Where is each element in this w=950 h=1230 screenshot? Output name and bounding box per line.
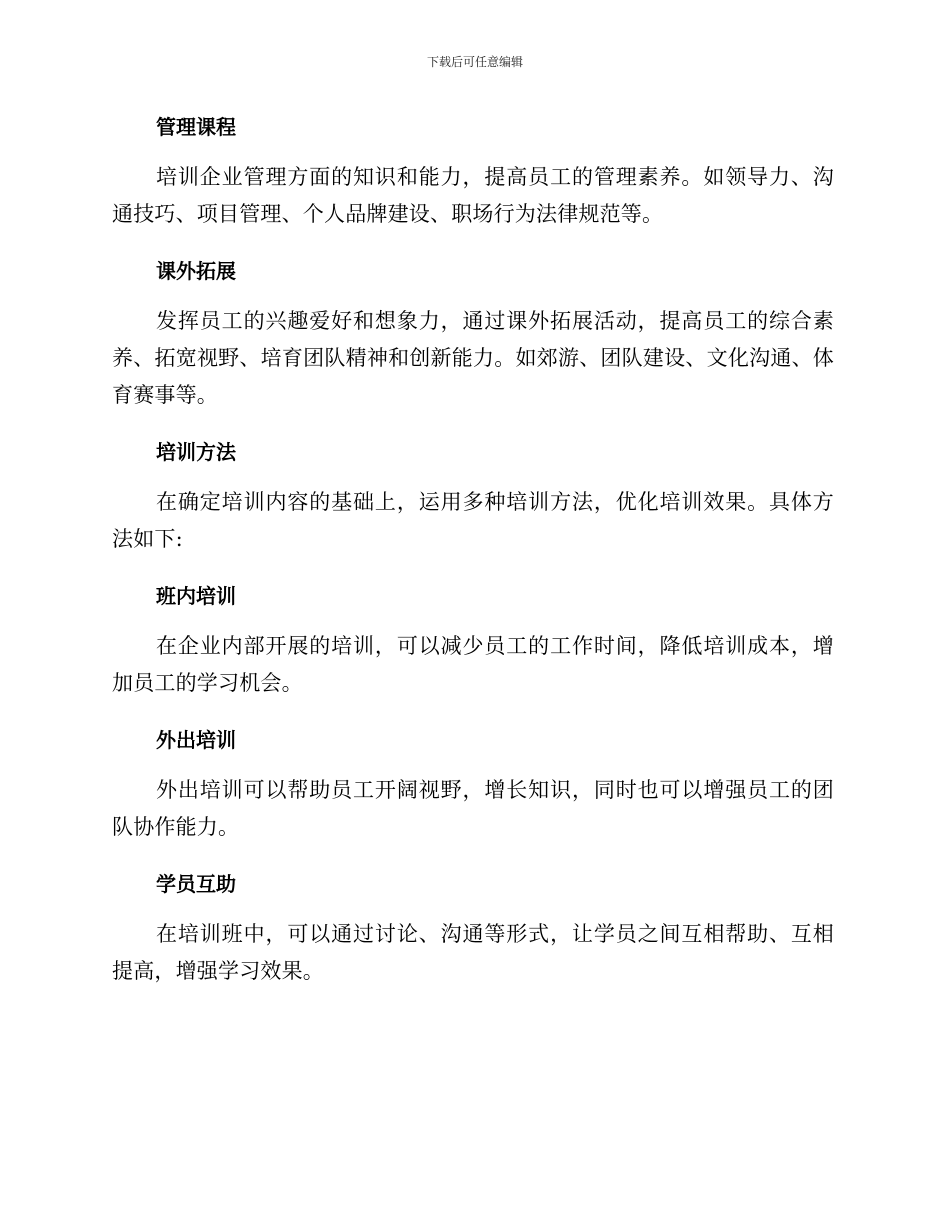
section-heading-management-course: 管理课程 [156,115,236,139]
section-heading-peer-support: 学员互助 [156,872,236,896]
header-note: 下载后可任意编辑 [426,55,523,69]
document-body [112,107,834,1008]
section-text-extracurricular: 发挥员工的兴趣爱好和想象力，通过课外拓展活动，提高员工的综合素养、拓宽视野、培育团队精神和创新能力。如郊游、团队建设、文化沟通、体育赛事等。 [112,309,834,407]
section-text-training-methods: 在确定培训内容的基础上，运用多种培训方法，优化培训效果。具体方法如下: [112,490,834,551]
section-heading-in-class-training: 班内培训 [156,584,236,608]
section-text-in-class-training: 在企业内部开展的培训，可以减少员工的工作时间，降低培训成本，增加员工的学习机会。 [112,634,834,695]
section-text-peer-support: 在培训班中，可以通过讨论、沟通等形式，让学员之间互相帮助、互相提高，增强学习效果。 [112,922,834,983]
section-heading-external-training: 外出培训 [156,728,236,752]
section-text-management-course: 培训企业管理方面的知识和能力，提高员工的管理素养。如领导力、沟通技巧、项目管理、个人品牌建设、职场行为法律规范等。 [112,165,834,226]
section-text-external-training: 外出培训可以帮助员工开阔视野，增长知识，同时也可以增强员工的团队协作能力。 [112,778,834,839]
section-heading-training-methods: 培训方法 [156,440,236,464]
section-heading-extracurricular: 课外拓展 [156,259,236,283]
